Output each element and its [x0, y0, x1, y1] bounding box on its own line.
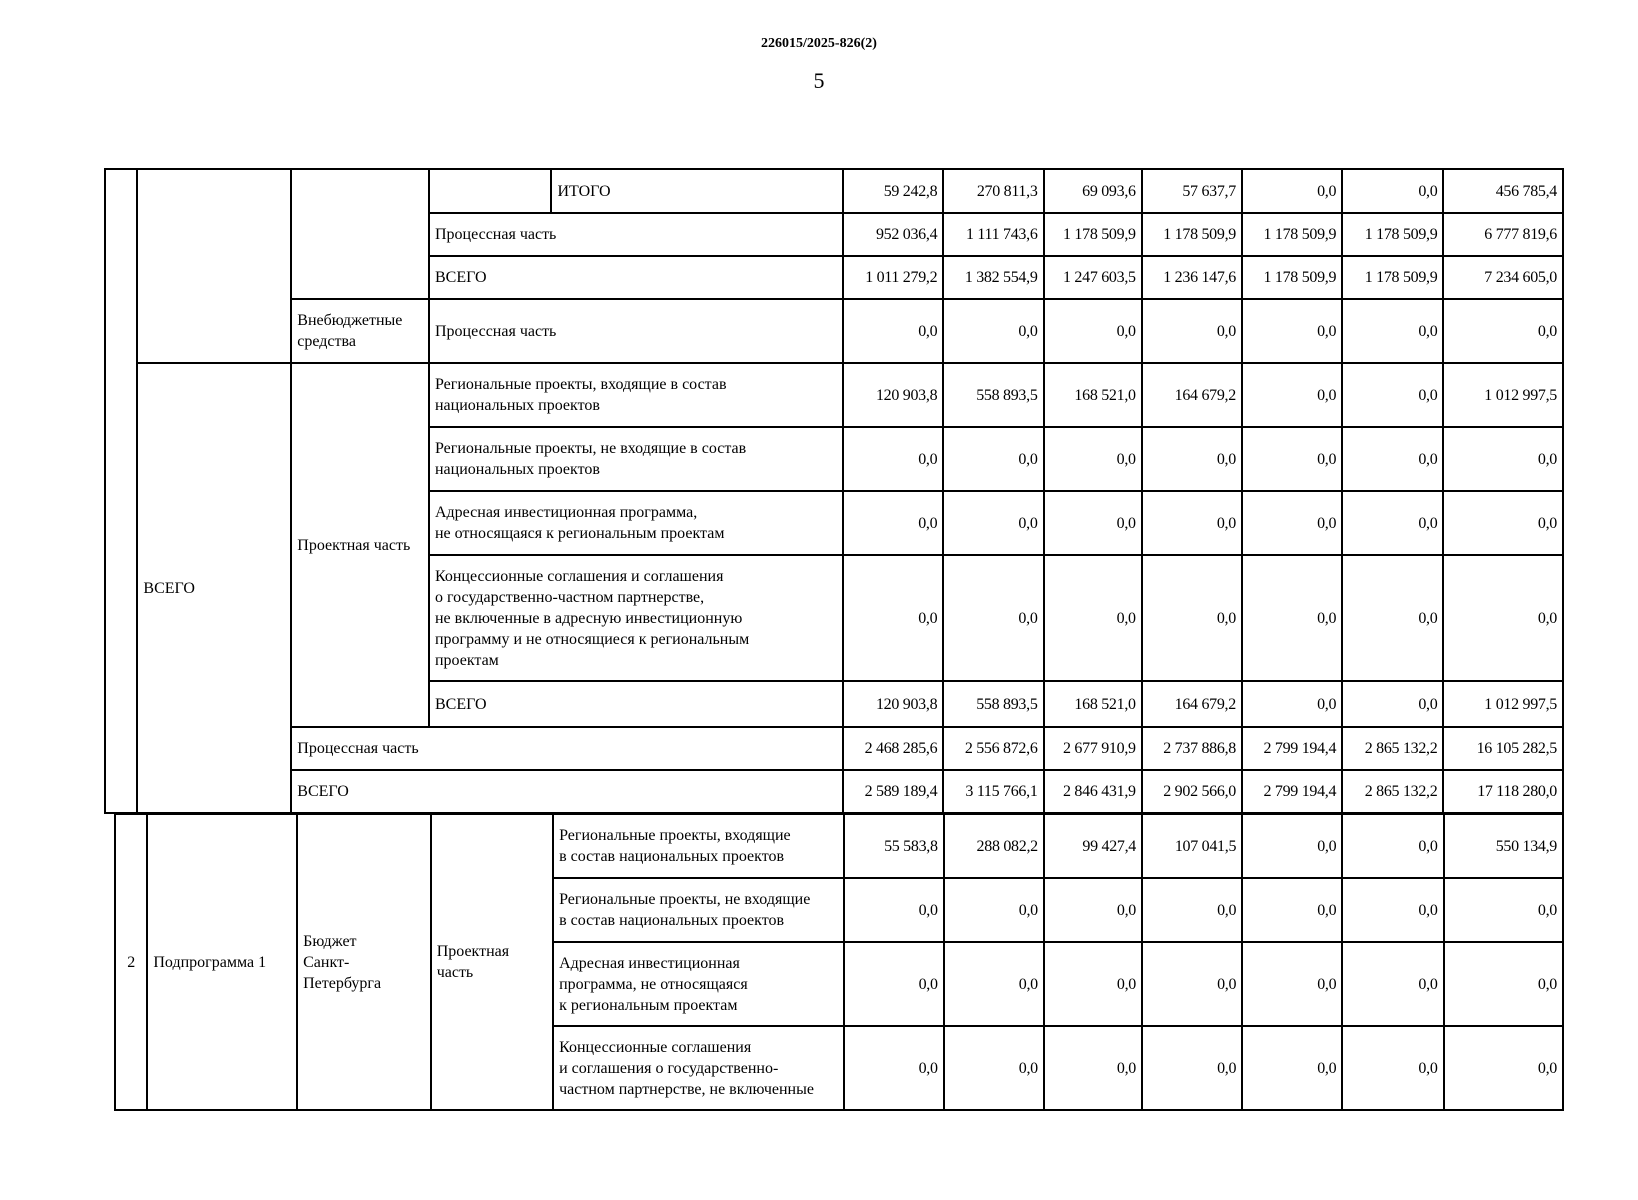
- row-label: Региональные проекты, не входящие в состав национальных проектов: [429, 427, 843, 491]
- value-cell: 0,0: [844, 1026, 944, 1110]
- value-cell: 2 799 194,4: [1242, 727, 1342, 770]
- table-row: [105, 363, 1563, 427]
- value-cell: 120 903,8: [843, 681, 943, 727]
- value-cell: 0,0: [1342, 299, 1443, 363]
- value-cell: 1 382 554,9: [943, 256, 1043, 299]
- value-cell: 0,0: [844, 942, 944, 1026]
- value-cell: 0,0: [1444, 942, 1563, 1026]
- source-cell: Бюджет Санкт- Петербурга: [297, 814, 431, 1110]
- table-row: [115, 814, 1563, 878]
- value-cell: 0,0: [943, 555, 1043, 681]
- value-cell: 0,0: [1242, 942, 1342, 1026]
- value-cell: 1 178 509,9: [1044, 213, 1142, 256]
- value-cell: 0,0: [1044, 878, 1142, 942]
- value-cell: 0,0: [1342, 427, 1443, 491]
- row-label: Региональные проекты, входящие в состав национальных проектов: [429, 363, 843, 427]
- value-cell: 1 178 509,9: [1342, 256, 1443, 299]
- row-label: Процессная часть: [429, 299, 843, 363]
- value-cell: 0,0: [1242, 299, 1342, 363]
- value-cell: 1 012 997,5: [1443, 363, 1563, 427]
- value-cell: 0,0: [1142, 555, 1242, 681]
- value-cell: 0,0: [1342, 491, 1443, 555]
- value-cell: 0,0: [1443, 491, 1563, 555]
- table-row: [105, 169, 1563, 213]
- value-cell: 1 178 509,9: [1142, 213, 1242, 256]
- value-cell: 16 105 282,5: [1443, 727, 1563, 770]
- value-cell: 0,0: [944, 942, 1044, 1026]
- value-cell: 0,0: [1142, 491, 1242, 555]
- value-cell: 2 799 194,4: [1242, 770, 1342, 813]
- value-cell: 0,0: [1044, 1026, 1142, 1110]
- value-cell: 0,0: [1342, 681, 1443, 727]
- value-cell: 0,0: [843, 427, 943, 491]
- value-cell: 0,0: [943, 299, 1043, 363]
- name-cell: Подпрограмма 1: [147, 814, 297, 1110]
- value-cell: 2 556 872,6: [943, 727, 1043, 770]
- row-label: Концессионные соглашения и соглашения о государственно- частном партнерстве, не включенные: [553, 1026, 843, 1110]
- value-cell: 0,0: [1342, 555, 1443, 681]
- value-cell: 270 811,3: [943, 169, 1043, 213]
- row-label: ИТОГО: [551, 169, 843, 213]
- value-cell: 0,0: [1242, 1026, 1342, 1110]
- value-cell: 0,0: [1242, 555, 1342, 681]
- value-cell: 0,0: [1044, 427, 1142, 491]
- value-cell: 57 637,7: [1142, 169, 1242, 213]
- table-row: [105, 299, 1563, 363]
- table-row: [105, 727, 1563, 770]
- value-cell: 558 893,5: [943, 681, 1043, 727]
- row-label: ВСЕГО: [291, 770, 843, 813]
- value-cell: 1 178 509,9: [1242, 213, 1342, 256]
- name-cell: [137, 169, 291, 363]
- value-cell: 2 468 285,6: [843, 727, 943, 770]
- value-cell: 120 903,8: [843, 363, 943, 427]
- value-cell: 7 234 605,0: [1443, 256, 1563, 299]
- row-label: Процессная часть: [291, 727, 843, 770]
- value-cell: 1 236 147,6: [1142, 256, 1242, 299]
- value-cell: 1 178 509,9: [1342, 213, 1443, 256]
- value-cell: 2 902 566,0: [1142, 770, 1242, 813]
- value-cell: 1 012 997,5: [1443, 681, 1563, 727]
- value-cell: 0,0: [1342, 1026, 1443, 1110]
- value-cell: 2 865 132,2: [1342, 727, 1443, 770]
- value-cell: 0,0: [1242, 169, 1342, 213]
- value-cell: 0,0: [1142, 299, 1242, 363]
- name-cell: ВСЕГО: [137, 363, 291, 813]
- row-label: Концессионные соглашения и соглашения о государственно-частном партнерстве, не включенные в адресную инвестиционную программу и не относящиеся к региональным проектам: [429, 555, 843, 681]
- value-cell: 0,0: [1142, 942, 1242, 1026]
- value-cell: 1 178 509,9: [1242, 256, 1342, 299]
- value-cell: 0,0: [1242, 427, 1342, 491]
- value-cell: 0,0: [1242, 681, 1342, 727]
- value-cell: 1 011 279,2: [843, 256, 943, 299]
- value-cell: 17 118 280,0: [1443, 770, 1563, 813]
- value-cell: 0,0: [1443, 427, 1563, 491]
- value-cell: 0,0: [1142, 427, 1242, 491]
- row-label: ВСЕГО: [429, 681, 843, 727]
- value-cell: 2 737 886,8: [1142, 727, 1242, 770]
- document-number: 226015/2025-826(2): [761, 36, 877, 51]
- value-cell: 1 247 603,5: [1044, 256, 1142, 299]
- row-label: Адресная инвестиционная программа, не относящаяся к региональным проектам: [429, 491, 843, 555]
- value-cell: 55 583,8: [844, 814, 944, 878]
- value-cell: 0,0: [1242, 814, 1342, 878]
- value-cell: 0,0: [1342, 169, 1443, 213]
- row-label: Процессная часть: [429, 213, 843, 256]
- value-cell: 1 111 743,6: [943, 213, 1043, 256]
- value-cell: 69 093,6: [1044, 169, 1142, 213]
- value-cell: 0,0: [1342, 942, 1443, 1026]
- value-cell: 59 242,8: [843, 169, 943, 213]
- value-cell: 168 521,0: [1044, 363, 1142, 427]
- value-cell: 0,0: [1044, 299, 1142, 363]
- value-cell: 288 082,2: [944, 814, 1044, 878]
- row-label: ВСЕГО: [429, 256, 843, 299]
- value-cell: 0,0: [1142, 878, 1242, 942]
- value-cell: 0,0: [1342, 814, 1443, 878]
- value-cell: 164 679,2: [1142, 681, 1242, 727]
- row-label: Региональные проекты, не входящие в состав национальных проектов: [553, 878, 843, 942]
- part-cell: Проектная часть: [291, 363, 429, 727]
- value-cell: 0,0: [944, 878, 1044, 942]
- source-cell: [291, 169, 429, 299]
- value-cell: 0,0: [1444, 878, 1563, 942]
- value-cell: 0,0: [1044, 491, 1142, 555]
- value-cell: 0,0: [943, 427, 1043, 491]
- value-cell: 6 777 819,6: [1443, 213, 1563, 256]
- value-cell: 3 115 766,1: [943, 770, 1043, 813]
- value-cell: 558 893,5: [943, 363, 1043, 427]
- value-cell: 99 427,4: [1044, 814, 1142, 878]
- part-cell: Проектная часть: [431, 814, 553, 1110]
- table-row: [105, 770, 1563, 813]
- row-label: Региональные проекты, входящие в состав национальных проектов: [553, 814, 843, 878]
- blank-cell: [429, 169, 552, 213]
- value-cell: 2 589 189,4: [843, 770, 943, 813]
- value-cell: 0,0: [1044, 942, 1142, 1026]
- value-cell: 550 134,9: [1444, 814, 1563, 878]
- budget-table: [104, 168, 1564, 814]
- number-cell: [105, 169, 137, 813]
- value-cell: 0,0: [1242, 363, 1342, 427]
- value-cell: 0,0: [843, 491, 943, 555]
- value-cell: 0,0: [1444, 1026, 1563, 1110]
- value-cell: 0,0: [1142, 1026, 1242, 1110]
- value-cell: 0,0: [843, 299, 943, 363]
- value-cell: 0,0: [943, 491, 1043, 555]
- value-cell: 2 677 910,9: [1044, 727, 1142, 770]
- value-cell: 0,0: [1044, 555, 1142, 681]
- value-cell: 952 036,4: [843, 213, 943, 256]
- value-cell: 0,0: [1443, 299, 1563, 363]
- row-number: 2: [115, 814, 147, 1110]
- value-cell: 107 041,5: [1142, 814, 1242, 878]
- value-cell: 0,0: [1242, 491, 1342, 555]
- value-cell: 0,0: [1342, 878, 1443, 942]
- value-cell: 0,0: [1342, 363, 1443, 427]
- value-cell: 0,0: [843, 555, 943, 681]
- value-cell: 456 785,4: [1443, 169, 1563, 213]
- value-cell: 2 865 132,2: [1342, 770, 1443, 813]
- value-cell: 0,0: [1443, 555, 1563, 681]
- value-cell: 0,0: [844, 878, 944, 942]
- row-label: Адресная инвестиционная программа, не относящаяся к региональным проектам: [553, 942, 843, 1026]
- page-number: 5: [813, 68, 825, 93]
- value-cell: 2 846 431,9: [1044, 770, 1142, 813]
- value-cell: 168 521,0: [1044, 681, 1142, 727]
- value-cell: 164 679,2: [1142, 363, 1242, 427]
- value-cell: 0,0: [944, 1026, 1044, 1110]
- source-cell: Внебюджетные средства: [291, 299, 429, 363]
- value-cell: 0,0: [1242, 878, 1342, 942]
- subprogram-table: [114, 813, 1564, 1111]
